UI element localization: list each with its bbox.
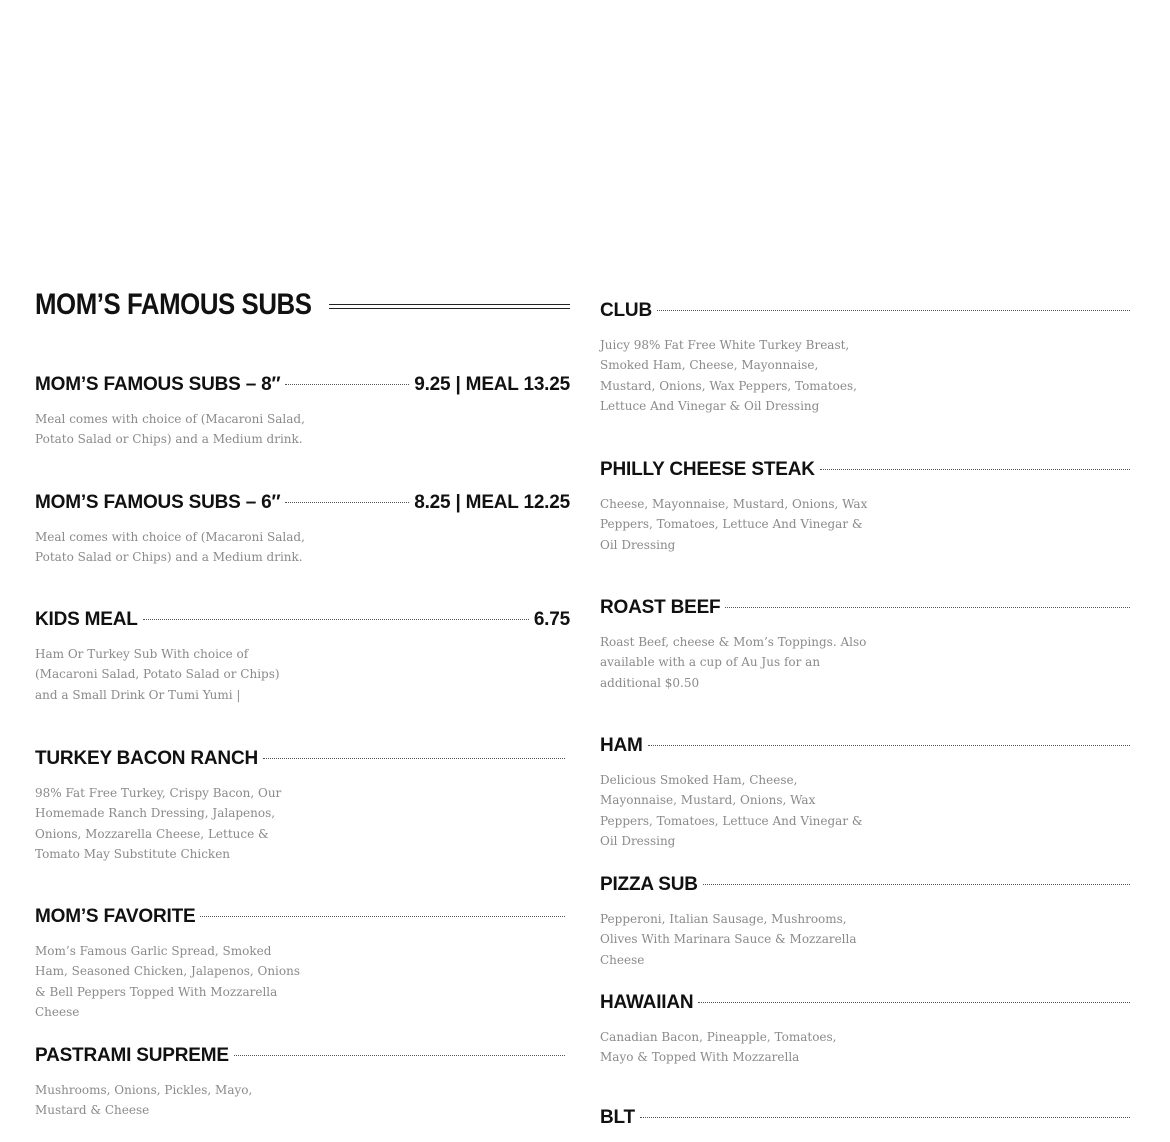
menu-item-header bbox=[35, 1045, 570, 1071]
menu-item-name: PASTRAMI SUPREME bbox=[35, 1045, 229, 1066]
menu-item-price: 9.25 | MEAL 13.25 bbox=[414, 374, 570, 395]
menu-item-description: Meal comes with choice of (Macaroni Salad, Potato Salad or Chips) and a Medium drink. bbox=[35, 530, 305, 565]
menu-item-name: HAM bbox=[600, 735, 643, 756]
menu-item-header bbox=[35, 906, 570, 932]
section-title: MOM’S FAMOUS SUBS bbox=[35, 288, 312, 321]
menu-item-description: Cheese, Mayonnaise, Mustard, Onions, Wax Peppers, Tomatoes, Lettuce And Vinegar & Oil Dressing bbox=[600, 497, 868, 552]
menu-item bbox=[600, 735, 1135, 852]
menu-item-name: MOM’S FAMOUS SUBS – 6″ bbox=[35, 492, 281, 513]
dotted-leader bbox=[820, 469, 1130, 470]
menu-item-price: 6.75 bbox=[533, 609, 570, 630]
menu-item-header bbox=[35, 492, 570, 518]
menu-item-header bbox=[600, 735, 1135, 761]
dotted-leader bbox=[648, 745, 1130, 746]
menu-item bbox=[600, 992, 1135, 1068]
menu-item-description: 98% Fat Free Turkey, Crispy Bacon, Our Homemade Ranch Dressing, Jalapenos, Onions, Mozzarella Cheese, Lettuce & Tomato May Substitute Chicken bbox=[35, 786, 282, 862]
menu-item-price: 8.25 | MEAL 12.25 bbox=[414, 492, 570, 513]
dotted-leader bbox=[703, 884, 1130, 885]
menu-item bbox=[35, 748, 570, 865]
menu-item-header bbox=[600, 459, 1135, 485]
dotted-leader bbox=[640, 1117, 1130, 1118]
menu-item-header bbox=[600, 300, 1135, 326]
dotted-leader bbox=[657, 310, 1130, 311]
menu-item-name: PIZZA SUB bbox=[600, 874, 698, 895]
section-header bbox=[35, 288, 570, 322]
menu-item-name: PHILLY CHEESE STEAK bbox=[600, 459, 815, 480]
dotted-leader bbox=[285, 384, 409, 385]
menu-item-header bbox=[35, 609, 570, 635]
menu-item bbox=[600, 300, 1135, 417]
menu-item-description: Mom’s Famous Garlic Spread, Smoked Ham, Seasoned Chicken, Jalapenos, Onions & Bell Peppers Topped With Mozzarella Cheese bbox=[35, 944, 301, 1020]
menu-item bbox=[600, 1107, 1135, 1142]
menu-item-description: Pepperoni, Italian Sausage, Mushrooms, Olives With Marinara Sauce & Mozzarella Cheese bbox=[600, 912, 857, 967]
menu-item-description: Delicious Smoked Ham, Cheese, Mayonnaise, Mustard, Onions, Wax Peppers, Tomatoes, Lettuce And Vinegar & Oil Dressing bbox=[600, 773, 863, 849]
menu-item-name: KIDS MEAL bbox=[35, 609, 138, 630]
menu-item-header bbox=[35, 374, 570, 400]
menu-item-header bbox=[600, 992, 1135, 1018]
menu-item-description: Canadian Bacon, Pineapple, Tomatoes, Mayo & Topped With Mozzarella bbox=[600, 1030, 837, 1065]
menu-item-description: Juicy 98% Fat Free White Turkey Breast, Smoked Ham, Cheese, Mayonnaise, Mustard, Onions, Wax Peppers, Tomatoes, Lettuce And Vinegar & Oil Dressing bbox=[600, 338, 857, 414]
menu-item-header bbox=[600, 874, 1135, 900]
dotted-leader bbox=[725, 607, 1130, 608]
menu-item-header bbox=[600, 1107, 1135, 1133]
dotted-leader bbox=[263, 758, 565, 759]
menu-item bbox=[600, 597, 1135, 693]
dotted-leader bbox=[234, 1055, 565, 1056]
dotted-leader bbox=[285, 502, 409, 503]
menu-item bbox=[35, 906, 570, 1023]
section-divider bbox=[329, 304, 570, 309]
dotted-leader bbox=[143, 619, 529, 620]
menu-item bbox=[35, 492, 570, 568]
menu-item-description: Mushrooms, Onions, Pickles, Mayo, Mustard & Cheese bbox=[35, 1083, 253, 1118]
menu-item-header bbox=[600, 597, 1135, 623]
menu-item bbox=[35, 609, 570, 705]
menu-item bbox=[600, 874, 1135, 970]
menu-item-name: MOM’S FAVORITE bbox=[35, 906, 196, 927]
menu-item-name: CLUB bbox=[600, 300, 652, 321]
menu-item-name: MOM’S FAMOUS SUBS – 8″ bbox=[35, 374, 281, 395]
menu-item-name: HAWAIIAN bbox=[600, 992, 694, 1013]
menu-item-header bbox=[35, 748, 570, 774]
menu-item-description: Roast Beef, cheese & Mom’s Toppings. Also available with a cup of Au Jus for an additional $0.50 bbox=[600, 635, 867, 690]
menu-item bbox=[600, 459, 1135, 555]
menu-item-description: Meal comes with choice of (Macaroni Salad, Potato Salad or Chips) and a Medium drink. bbox=[35, 412, 305, 447]
menu-item-name: TURKEY BACON RANCH bbox=[35, 748, 258, 769]
menu-item-name: BLT bbox=[600, 1107, 635, 1128]
menu-item-description: Ham Or Turkey Sub With choice of (Macaroni Salad, Potato Salad or Chips) and a Small Drink Or Tumi Yumi | bbox=[35, 647, 280, 702]
menu-item bbox=[35, 374, 570, 450]
menu-item-name: ROAST BEEF bbox=[600, 597, 721, 618]
dotted-leader bbox=[200, 916, 565, 917]
menu-item bbox=[35, 1045, 570, 1121]
dotted-leader bbox=[698, 1002, 1130, 1003]
